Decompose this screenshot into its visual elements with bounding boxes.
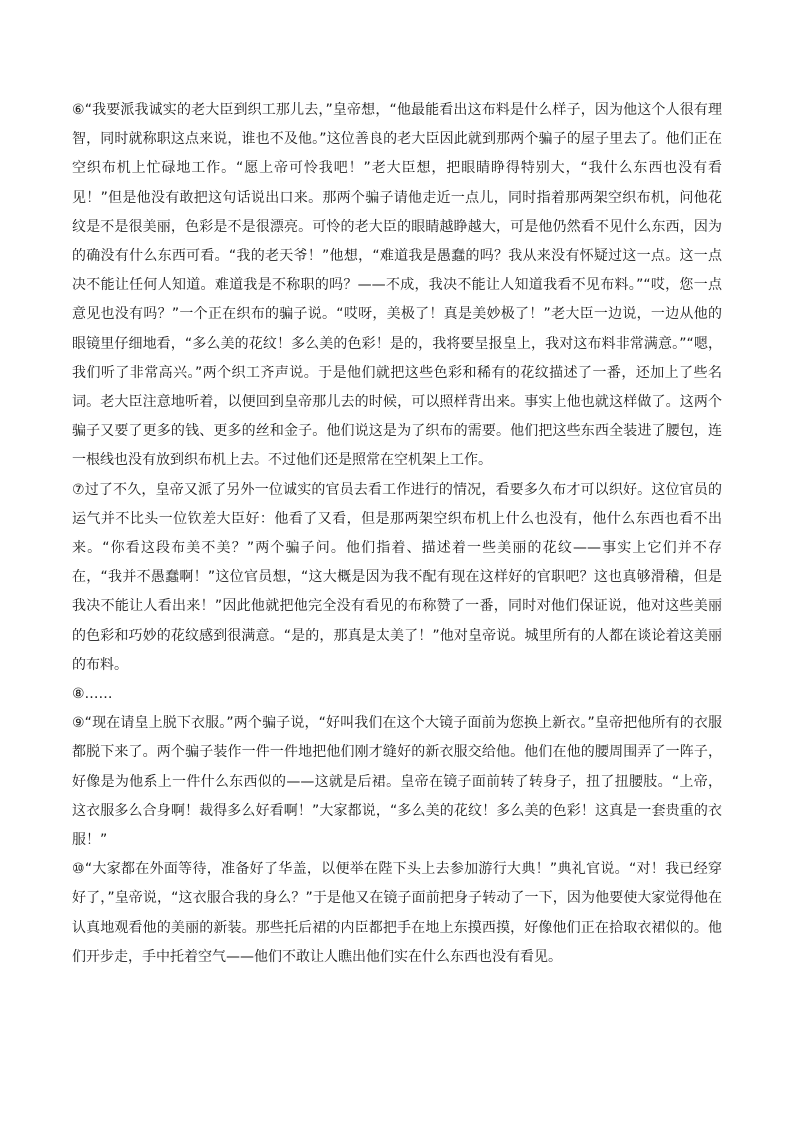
paragraph-6: ⑥“我要派我诚实的老大臣到织工那儿去，”皇帝想，“他最能看出这布料是什么样子，因为他这个人很有理智，同时就称职这点来说，谁也不及他。”这位善良的老大臣因此就到那两个骗子的屋子里去了。他们正在空织布机上忙碌地工作。“愿上帝可怜我吧！”老大臣想，把眼睛睁得特别大，“我什么东西也没有看见！”但是他没有敢把这句话说出口来。那两个骗子请他走近一点儿，同时指着那两架空织布机，问他花纹是不是很美丽，色彩是不是很漂亮。可怜的老大臣的眼睛越睁越大，可是他仍然看不见什么东西，因为的确没有什么东西可看。“我的老天爷！”他想，“难道我是愚蠢的吗？我从来没有怀疑过这一点。这一点决不能让任何人知道。难道我是不称职的吗？——不成，我决不能让人知道我看不见布料。”“哎，您一点意见也没有吗？”一个正在织布的骗子说。“哎呀，美极了！真是美妙极了！”老大臣一边说，一边从他的眼镜里仔细地看，“多么美的花纹！多么美的色彩！是的，我将要呈报皇上，我对这布料非常满意。”“嗯，我们听了非常高兴。”两个织工齐声说。于是他们就把这些色彩和稀有的花纹描述了一番，还加上了些名词。老大臣注意地听着，以便回到皇帝那儿去的时候，可以照样背出来。事实上他也就这样做了。这两个骗子又要了更多的钱、更多的丝和金子。他们说这是为了织布的需要。他们把这些东西全装进了腰包，连一根线也没有放到织布机上去。不过他们还是照常在空机架上工作。	[72, 102, 722, 469]
paragraph-9: ⑨“现在请皇上脱下衣服。”两个骗子说，“好叫我们在这个大镜子面前为您换上新衣。”皇帝把他所有的衣服都脱下来了。两个骗子装作一件一件地把他们刚才缝好的新衣服交给他。他们在他的腰周围弄了一阵子，好像是为他系上一件什么东西似的——这就是后裙。皇帝在镜子面前转了转身子，扭了扭腰肢。“上帝，这衣服多么合身啊！裁得多么好看啊！”大家都说，“多么美的花纹！多么美的色彩！这真是一套贵重的衣服！”	[72, 715, 722, 849]
paragraph-8: ⑧……	[72, 686, 113, 703]
paragraph-7: ⑦过了不久，皇帝又派了另外一位诚实的官员去看工作进行的情况，看要多久布才可以织好。这位官员的运气并不比头一位钦差大臣好：他看了又看，但是那两架空织布机上什么也没有，他什么东西也看不出来。“你看这段布美不美？”两个骗子问。他们指着、描述着一些美丽的花纹——事实上它们并不存在，“我并不愚蠢啊！”这位官员想，“这大概是因为我不配有现在这样好的官职吧？这也真够滑稽，但是我决不能让人看出来！”因此他就把他完全没有看见的布称赞了一番，同时对他们保证说，他对这些美丽的色彩和巧妙的花纹感到很满意。“是的，那真是太美了！”他对皇帝说。城里所有的人都在谈论着这美丽的布料。	[72, 481, 722, 673]
paragraph-10: ⑩“大家都在外面等待，准备好了华盖，以便举在陛下头上去参加游行大典！”典礼官说。“对！我已经穿好了，”皇帝说，“这衣服合我的身么？”于是他又在镜子面前把身子转动了一下，因为他要使大家觉得他在认真地观看他的美丽的新装。那些托后裙的内臣都把手在地上东摸西摸，好像他们正在拾取衣裙似的。他们开步走，手中托着空气——他们不敢让人瞧出他们实在什么东西也没有看见。	[72, 861, 722, 965]
document-page	[72, 96, 722, 972]
